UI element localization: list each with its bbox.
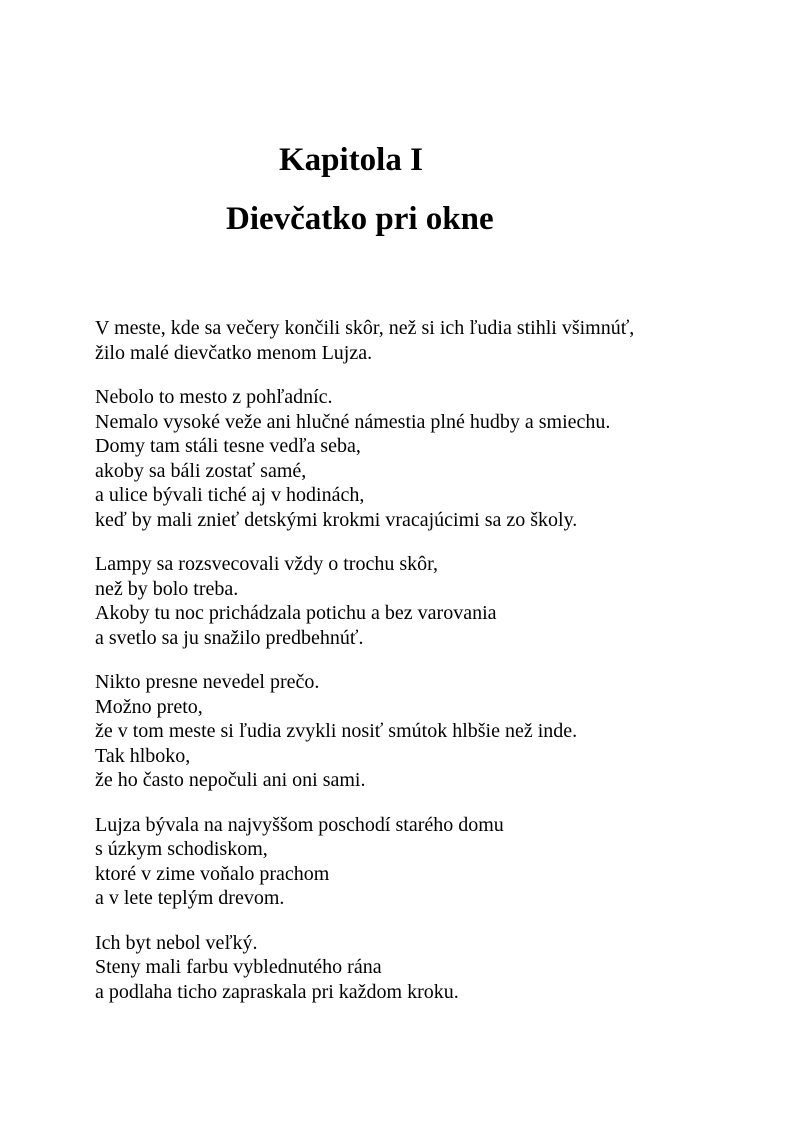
chapter-body xyxy=(95,316,775,1024)
text-line: a podlaha ticho zapraskala pri každom kroku. xyxy=(95,980,459,1003)
paragraph-6 xyxy=(95,931,775,1005)
text-line: V meste, kde sa večery končili skôr, než si ich ľudia stihli všimnúť, xyxy=(95,317,635,339)
text-line: že v tom meste si ľudia zvykli nosiť smútok hlbšie než inde. xyxy=(95,720,578,742)
paragraph-2 xyxy=(95,385,775,532)
text-line: akoby sa báli zostať samé, xyxy=(95,459,307,482)
text-line: Ich byt nebol veľký. xyxy=(95,931,258,954)
chapter-number: Kapitola I xyxy=(279,142,423,178)
paragraph-4 xyxy=(95,670,775,793)
text-line: Akoby tu noc prichádzala potichu a bez varovania xyxy=(95,602,497,624)
text-line: žilo malé dievčatko menom Lujza. xyxy=(95,341,373,364)
text-line: Lampy sa rozsvecovali vždy o trochu skôr, xyxy=(95,553,438,575)
text-line: keď by mali znieť detskými krokmi vracajúcimi sa zo školy. xyxy=(95,508,578,531)
text-line: že ho často nepočuli ani oni sami. xyxy=(95,769,366,791)
text-line: než by bolo treba. xyxy=(95,577,239,600)
text-line: Lujza bývala na najvyššom poschodí starého domu xyxy=(95,813,504,836)
text-line: Steny mali farbu vyblednutého rána xyxy=(95,956,382,978)
paragraph-5 xyxy=(95,813,775,911)
chapter-title: Dievčatko pri okne xyxy=(226,201,494,237)
paragraph-1 xyxy=(95,316,775,365)
text-line: a ulice bývali tiché aj v hodinách, xyxy=(95,484,365,506)
paragraph-3 xyxy=(95,552,775,650)
text-line: a v lete teplým drevom. xyxy=(95,887,285,909)
text-line: Možno preto, xyxy=(95,695,203,718)
text-line: Nemalo vysoké veže ani hlučné námestia plné hudby a smiechu. xyxy=(95,410,611,433)
text-line: Tak hlboko, xyxy=(95,744,191,767)
text-line: Domy tam stáli tesne vedľa seba, xyxy=(95,435,361,457)
text-line: Nikto presne nevedel prečo. xyxy=(95,671,320,693)
text-line: a svetlo sa ju snažilo predbehnúť. xyxy=(95,626,364,649)
text-line: Nebolo to mesto z pohľadníc. xyxy=(95,386,333,408)
text-line: s úzkym schodiskom, xyxy=(95,838,268,860)
text-line: ktoré v zime voňalo prachom xyxy=(95,862,330,885)
